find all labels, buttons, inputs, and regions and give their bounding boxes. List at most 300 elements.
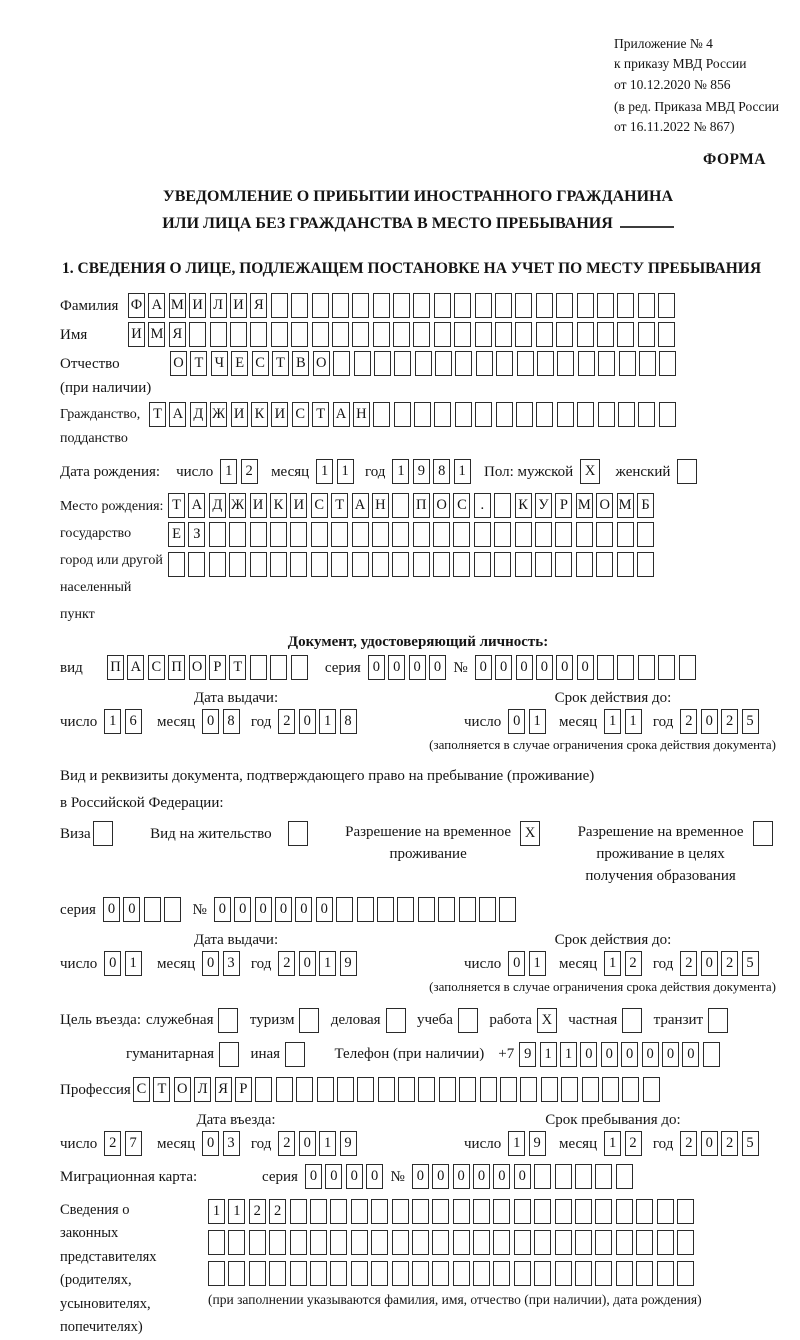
form-cell[interactable]: А [333, 402, 350, 427]
form-cell[interactable]: И [128, 322, 145, 347]
form-cell[interactable] [514, 1199, 531, 1224]
form-cell[interactable] [218, 1008, 238, 1033]
form-cell[interactable] [288, 821, 308, 846]
form-cell[interactable] [616, 1164, 633, 1189]
form-cell[interactable]: А [352, 493, 369, 518]
form-cell[interactable] [602, 1077, 619, 1102]
form-cell[interactable] [494, 522, 511, 547]
form-cell[interactable] [392, 522, 409, 547]
form-cell[interactable] [637, 552, 654, 577]
form-cell[interactable] [290, 1199, 307, 1224]
form-cell[interactable] [412, 1199, 429, 1224]
form-cell[interactable]: Ж [210, 402, 227, 427]
form-cell[interactable] [219, 1042, 239, 1067]
form-cell[interactable] [438, 897, 455, 922]
form-cell[interactable]: 5 [742, 709, 759, 734]
form-cell[interactable] [433, 552, 450, 577]
form-cell[interactable]: 2 [625, 1131, 642, 1156]
form-cell[interactable]: 0 [103, 897, 120, 922]
form-cell[interactable] [616, 1261, 633, 1286]
form-cell[interactable] [439, 1077, 456, 1102]
form-cell[interactable]: 5 [742, 951, 759, 976]
form-cell[interactable]: Д [190, 402, 207, 427]
form-cell[interactable] [434, 293, 451, 318]
form-cell[interactable] [290, 522, 307, 547]
form-cell[interactable] [479, 897, 496, 922]
form-cell[interactable]: 0 [493, 1164, 510, 1189]
form-cell[interactable] [708, 1008, 728, 1033]
form-cell[interactable] [536, 402, 553, 427]
form-cell[interactable]: М [576, 493, 593, 518]
form-cell[interactable]: 0 [536, 655, 553, 680]
form-cell[interactable] [378, 1077, 395, 1102]
form-cell[interactable]: И [290, 493, 307, 518]
form-cell[interactable] [336, 897, 353, 922]
form-cell[interactable] [453, 552, 470, 577]
form-cell[interactable] [351, 1261, 368, 1286]
form-cell[interactable] [208, 1230, 225, 1255]
form-cell[interactable]: 0 [475, 655, 492, 680]
form-cell[interactable] [495, 293, 512, 318]
form-cell[interactable]: М [148, 322, 165, 347]
form-cell[interactable]: О [170, 351, 187, 376]
form-cell[interactable]: О [433, 493, 450, 518]
form-cell[interactable] [659, 402, 676, 427]
form-cell[interactable] [496, 402, 513, 427]
form-cell[interactable] [250, 522, 267, 547]
form-cell[interactable] [454, 293, 471, 318]
form-cell[interactable]: Ч [211, 351, 228, 376]
form-cell[interactable] [617, 293, 634, 318]
form-cell[interactable]: И [231, 402, 248, 427]
form-cell[interactable] [534, 1199, 551, 1224]
form-cell[interactable] [271, 293, 288, 318]
form-cell[interactable] [317, 1077, 334, 1102]
form-cell[interactable]: Л [210, 293, 227, 318]
form-cell[interactable] [189, 322, 206, 347]
form-cell[interactable] [392, 1230, 409, 1255]
form-cell[interactable]: 0 [388, 655, 405, 680]
form-cell[interactable] [93, 821, 113, 846]
form-cell[interactable] [578, 351, 595, 376]
form-cell[interactable]: С [311, 493, 328, 518]
form-cell[interactable] [228, 1230, 245, 1255]
form-cell[interactable] [595, 1164, 612, 1189]
form-cell[interactable] [499, 897, 516, 922]
form-cell[interactable]: И [271, 402, 288, 427]
form-cell[interactable]: 5 [742, 1131, 759, 1156]
form-cell[interactable] [555, 552, 572, 577]
form-cell[interactable] [459, 897, 476, 922]
form-cell[interactable]: Я [250, 293, 267, 318]
form-cell[interactable] [352, 293, 369, 318]
form-cell[interactable] [659, 351, 676, 376]
form-cell[interactable]: И [189, 293, 206, 318]
form-cell[interactable] [494, 552, 511, 577]
form-cell[interactable]: 2 [278, 1131, 295, 1156]
form-cell[interactable]: С [133, 1077, 150, 1102]
form-cell[interactable]: 0 [346, 1164, 363, 1189]
form-cell[interactable]: 3 [223, 951, 240, 976]
form-cell[interactable]: 1 [337, 459, 354, 484]
form-cell[interactable] [352, 552, 369, 577]
form-cell[interactable] [312, 322, 329, 347]
form-cell[interactable] [514, 1230, 531, 1255]
form-cell[interactable]: 0 [662, 1042, 679, 1067]
form-cell[interactable] [596, 522, 613, 547]
form-cell[interactable]: 0 [514, 1164, 531, 1189]
form-cell[interactable] [357, 897, 374, 922]
form-cell[interactable]: 0 [508, 709, 525, 734]
form-cell[interactable] [432, 1261, 449, 1286]
form-cell[interactable]: 1 [560, 1042, 577, 1067]
form-cell[interactable] [291, 655, 308, 680]
form-cell[interactable]: Т [331, 493, 348, 518]
form-cell[interactable] [598, 402, 615, 427]
form-cell[interactable] [357, 1077, 374, 1102]
form-cell[interactable] [453, 522, 470, 547]
form-cell[interactable] [473, 1199, 490, 1224]
form-cell[interactable] [577, 322, 594, 347]
form-cell[interactable] [458, 1008, 478, 1033]
form-cell[interactable] [392, 552, 409, 577]
form-cell[interactable]: А [188, 493, 205, 518]
form-cell[interactable]: И [250, 493, 267, 518]
form-cell[interactable]: 0 [325, 1164, 342, 1189]
form-cell[interactable] [658, 322, 675, 347]
form-cell[interactable] [394, 402, 411, 427]
form-cell[interactable] [622, 1077, 639, 1102]
form-cell[interactable]: С [148, 655, 165, 680]
form-cell[interactable] [595, 1199, 612, 1224]
form-cell[interactable] [577, 402, 594, 427]
form-cell[interactable]: 1 [529, 709, 546, 734]
form-cell[interactable] [493, 1199, 510, 1224]
form-cell[interactable] [229, 552, 246, 577]
form-cell[interactable] [269, 1261, 286, 1286]
form-cell[interactable] [372, 552, 389, 577]
form-cell[interactable] [230, 322, 247, 347]
form-cell[interactable] [475, 322, 492, 347]
form-cell[interactable]: 0 [299, 951, 316, 976]
form-cell[interactable]: 0 [556, 655, 573, 680]
form-cell[interactable]: 0 [682, 1042, 699, 1067]
form-cell[interactable] [228, 1261, 245, 1286]
form-cell[interactable]: 0 [642, 1042, 659, 1067]
form-cell[interactable]: 0 [473, 1164, 490, 1189]
form-cell[interactable] [657, 1261, 674, 1286]
form-cell[interactable] [636, 1199, 653, 1224]
form-cell[interactable]: 0 [234, 897, 251, 922]
form-cell[interactable] [658, 293, 675, 318]
form-cell[interactable] [435, 351, 452, 376]
form-cell[interactable] [418, 1077, 435, 1102]
form-cell[interactable]: Д [209, 493, 226, 518]
form-cell[interactable] [374, 351, 391, 376]
form-cell[interactable]: 0 [601, 1042, 618, 1067]
form-cell[interactable]: Н [353, 402, 370, 427]
form-cell[interactable] [455, 351, 472, 376]
form-cell[interactable]: 9 [413, 459, 430, 484]
form-cell[interactable] [636, 1261, 653, 1286]
form-cell[interactable] [337, 1077, 354, 1102]
form-cell[interactable] [534, 1230, 551, 1255]
form-cell[interactable] [480, 1077, 497, 1102]
form-cell[interactable] [291, 293, 308, 318]
form-cell[interactable] [455, 402, 472, 427]
form-cell[interactable] [290, 1261, 307, 1286]
form-cell[interactable]: 1 [316, 459, 333, 484]
form-cell[interactable] [351, 1230, 368, 1255]
form-cell[interactable]: Т [149, 402, 166, 427]
form-cell[interactable]: Т [190, 351, 207, 376]
form-cell[interactable]: Я [169, 322, 186, 347]
form-cell[interactable] [386, 1008, 406, 1033]
form-cell[interactable]: 0 [295, 897, 312, 922]
form-cell[interactable] [144, 897, 161, 922]
form-cell[interactable]: Т [272, 351, 289, 376]
form-cell[interactable]: А [148, 293, 165, 318]
form-cell[interactable] [555, 1199, 572, 1224]
form-cell[interactable] [371, 1261, 388, 1286]
form-cell[interactable] [392, 1261, 409, 1286]
form-cell[interactable]: Т [229, 655, 246, 680]
form-cell[interactable] [310, 1199, 327, 1224]
form-cell[interactable] [434, 402, 451, 427]
form-cell[interactable] [494, 493, 511, 518]
form-cell[interactable]: В [292, 351, 309, 376]
form-cell[interactable] [595, 1230, 612, 1255]
form-cell[interactable] [299, 1008, 319, 1033]
form-cell[interactable] [555, 1230, 572, 1255]
form-cell[interactable] [555, 1164, 572, 1189]
form-cell[interactable]: X [580, 459, 600, 484]
form-cell[interactable] [209, 522, 226, 547]
form-cell[interactable] [270, 655, 287, 680]
form-cell[interactable]: 0 [621, 1042, 638, 1067]
form-cell[interactable] [657, 1199, 674, 1224]
form-cell[interactable] [250, 655, 267, 680]
form-cell[interactable] [459, 1077, 476, 1102]
form-cell[interactable] [372, 522, 389, 547]
form-cell[interactable]: 1 [529, 951, 546, 976]
form-cell[interactable]: 0 [299, 1131, 316, 1156]
form-cell[interactable]: 8 [433, 459, 450, 484]
form-cell[interactable] [638, 322, 655, 347]
form-cell[interactable] [679, 655, 696, 680]
form-cell[interactable]: 0 [580, 1042, 597, 1067]
form-cell[interactable] [285, 1042, 305, 1067]
form-cell[interactable] [352, 522, 369, 547]
form-cell[interactable]: Р [555, 493, 572, 518]
form-cell[interactable] [351, 1199, 368, 1224]
form-cell[interactable] [354, 351, 371, 376]
form-cell[interactable] [332, 322, 349, 347]
form-cell[interactable]: X [520, 821, 540, 846]
form-cell[interactable] [415, 351, 432, 376]
form-cell[interactable]: 0 [275, 897, 292, 922]
form-cell[interactable]: 0 [429, 655, 446, 680]
form-cell[interactable] [249, 1230, 266, 1255]
form-cell[interactable] [638, 655, 655, 680]
form-cell[interactable] [473, 1230, 490, 1255]
form-cell[interactable] [577, 293, 594, 318]
form-cell[interactable] [392, 493, 409, 518]
form-cell[interactable] [557, 402, 574, 427]
form-cell[interactable]: 8 [223, 709, 240, 734]
form-cell[interactable] [164, 897, 181, 922]
form-cell[interactable]: Р [209, 655, 226, 680]
form-cell[interactable] [515, 293, 532, 318]
form-cell[interactable] [250, 552, 267, 577]
form-cell[interactable]: Н [372, 493, 389, 518]
form-cell[interactable]: 1 [319, 709, 336, 734]
form-cell[interactable] [515, 522, 532, 547]
form-cell[interactable]: У [535, 493, 552, 518]
form-cell[interactable] [677, 1199, 694, 1224]
form-cell[interactable] [418, 897, 435, 922]
form-cell[interactable] [561, 1077, 578, 1102]
form-cell[interactable] [535, 522, 552, 547]
form-cell[interactable]: 0 [299, 709, 316, 734]
form-cell[interactable] [495, 322, 512, 347]
form-cell[interactable]: 8 [340, 709, 357, 734]
form-cell[interactable] [476, 351, 493, 376]
form-cell[interactable]: 0 [202, 1131, 219, 1156]
form-cell[interactable]: 9 [340, 951, 357, 976]
form-cell[interactable]: 2 [249, 1199, 266, 1224]
form-cell[interactable] [373, 402, 390, 427]
form-cell[interactable] [703, 1042, 720, 1067]
form-cell[interactable]: 1 [220, 459, 237, 484]
form-cell[interactable] [520, 1077, 537, 1102]
form-cell[interactable] [677, 1230, 694, 1255]
form-cell[interactable] [310, 1230, 327, 1255]
form-cell[interactable] [493, 1230, 510, 1255]
form-cell[interactable]: 0 [409, 655, 426, 680]
form-cell[interactable] [557, 351, 574, 376]
form-cell[interactable] [658, 655, 675, 680]
form-cell[interactable] [575, 1199, 592, 1224]
form-cell[interactable]: С [453, 493, 470, 518]
form-cell[interactable]: О [313, 351, 330, 376]
form-cell[interactable]: П [168, 655, 185, 680]
form-cell[interactable]: К [515, 493, 532, 518]
form-cell[interactable]: М [617, 493, 634, 518]
form-cell[interactable] [638, 293, 655, 318]
form-cell[interactable]: О [189, 655, 206, 680]
form-cell[interactable]: 0 [412, 1164, 429, 1189]
form-cell[interactable] [330, 1199, 347, 1224]
form-cell[interactable]: 0 [202, 709, 219, 734]
form-cell[interactable] [413, 293, 430, 318]
form-cell[interactable]: 2 [721, 951, 738, 976]
form-cell[interactable]: Р [235, 1077, 252, 1102]
form-cell[interactable] [555, 1261, 572, 1286]
form-cell[interactable]: 2 [680, 1131, 697, 1156]
form-cell[interactable] [330, 1230, 347, 1255]
form-cell[interactable] [639, 351, 656, 376]
form-cell[interactable] [333, 351, 350, 376]
form-cell[interactable] [617, 655, 634, 680]
form-cell[interactable] [271, 322, 288, 347]
form-cell[interactable] [209, 552, 226, 577]
form-cell[interactable]: Ф [128, 293, 145, 318]
form-cell[interactable]: X [537, 1008, 557, 1033]
form-cell[interactable] [413, 552, 430, 577]
form-cell[interactable]: Т [312, 402, 329, 427]
form-cell[interactable] [311, 552, 328, 577]
form-cell[interactable] [556, 293, 573, 318]
form-cell[interactable]: А [127, 655, 144, 680]
form-cell[interactable] [188, 552, 205, 577]
form-cell[interactable]: 2 [680, 709, 697, 734]
form-cell[interactable]: Т [153, 1077, 170, 1102]
form-cell[interactable] [617, 522, 634, 547]
form-cell[interactable] [637, 522, 654, 547]
form-cell[interactable]: С [292, 402, 309, 427]
form-cell[interactable] [677, 1261, 694, 1286]
form-cell[interactable] [210, 322, 227, 347]
form-cell[interactable] [249, 1261, 266, 1286]
form-cell[interactable] [616, 1199, 633, 1224]
form-cell[interactable] [290, 552, 307, 577]
form-cell[interactable] [575, 1230, 592, 1255]
form-cell[interactable]: . [474, 493, 491, 518]
form-cell[interactable] [537, 351, 554, 376]
form-cell[interactable] [496, 351, 513, 376]
form-cell[interactable] [638, 402, 655, 427]
form-cell[interactable]: Ж [229, 493, 246, 518]
form-cell[interactable] [454, 322, 471, 347]
form-cell[interactable]: 7 [125, 1131, 142, 1156]
form-cell[interactable] [432, 1230, 449, 1255]
form-cell[interactable]: 2 [721, 1131, 738, 1156]
form-cell[interactable] [514, 1261, 531, 1286]
form-cell[interactable]: 2 [269, 1199, 286, 1224]
form-cell[interactable] [617, 552, 634, 577]
form-cell[interactable]: З [188, 522, 205, 547]
form-cell[interactable]: Е [231, 351, 248, 376]
form-cell[interactable]: 2 [104, 1131, 121, 1156]
form-cell[interactable] [516, 402, 533, 427]
form-cell[interactable] [657, 1230, 674, 1255]
form-cell[interactable]: Е [168, 522, 185, 547]
form-cell[interactable] [269, 1230, 286, 1255]
form-cell[interactable] [453, 1230, 470, 1255]
form-cell[interactable]: 0 [123, 897, 140, 922]
form-cell[interactable] [412, 1261, 429, 1286]
form-cell[interactable] [597, 293, 614, 318]
form-cell[interactable]: 0 [214, 897, 231, 922]
form-cell[interactable] [515, 552, 532, 577]
form-cell[interactable]: 0 [701, 1131, 718, 1156]
form-cell[interactable] [535, 552, 552, 577]
form-cell[interactable] [616, 1230, 633, 1255]
form-cell[interactable] [493, 1261, 510, 1286]
form-cell[interactable] [290, 1230, 307, 1255]
form-cell[interactable]: 0 [453, 1164, 470, 1189]
form-cell[interactable] [619, 351, 636, 376]
form-cell[interactable] [622, 1008, 642, 1033]
form-cell[interactable]: 2 [278, 709, 295, 734]
form-cell[interactable] [434, 322, 451, 347]
form-cell[interactable]: Я [215, 1077, 232, 1102]
form-cell[interactable] [475, 402, 492, 427]
form-cell[interactable] [291, 322, 308, 347]
form-cell[interactable]: 1 [604, 709, 621, 734]
form-cell[interactable] [453, 1261, 470, 1286]
